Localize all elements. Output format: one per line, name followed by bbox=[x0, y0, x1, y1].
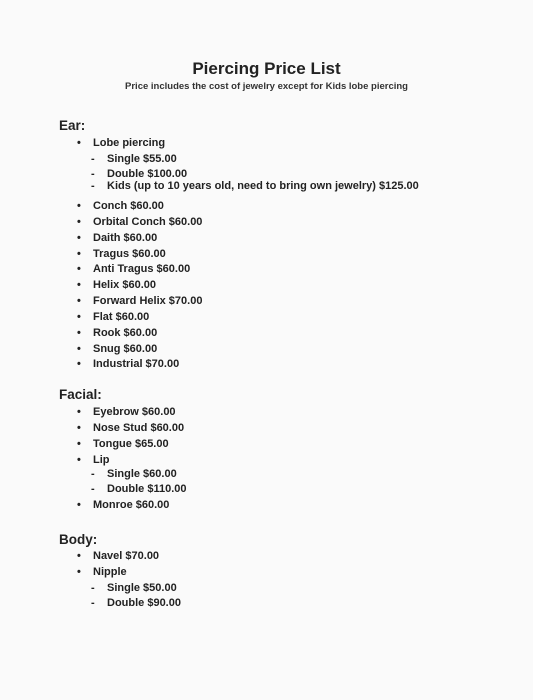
bullet-icon: • bbox=[77, 232, 81, 244]
bullet-icon: • bbox=[77, 327, 81, 339]
list-item: • Monroe $60.00 bbox=[77, 499, 170, 511]
sub-list-item: - Single $60.00 bbox=[91, 468, 177, 480]
bullet-icon: • bbox=[77, 499, 81, 511]
bullet-icon: • bbox=[77, 550, 81, 562]
sub-list-item: - Kids (up to 10 years old, need to bring own jewelry) $125.00 bbox=[91, 180, 419, 192]
list-item: • Rook $60.00 bbox=[77, 327, 158, 339]
list-item: • Lip bbox=[77, 454, 110, 466]
list-item: • Orbital Conch $60.00 bbox=[77, 216, 203, 228]
bullet-icon: • bbox=[77, 422, 81, 434]
page-subtitle: Price includes the cost of jewelry except for Kids lobe piercing bbox=[125, 81, 408, 92]
section-heading-body: Body: bbox=[59, 532, 98, 547]
section-heading-facial: Facial: bbox=[59, 387, 102, 402]
bullet-icon: • bbox=[77, 263, 81, 275]
bullet-icon: • bbox=[77, 358, 81, 370]
bullet-icon: • bbox=[77, 438, 81, 450]
section-heading-ear: Ear: bbox=[59, 118, 86, 133]
dash-icon: - bbox=[91, 597, 95, 609]
page-title: Piercing Price List bbox=[192, 59, 341, 78]
list-item: • Lobe piercing bbox=[77, 137, 166, 149]
list-item: • Conch $60.00 bbox=[77, 200, 164, 212]
dash-icon: - bbox=[91, 582, 95, 594]
dash-icon: - bbox=[91, 153, 95, 165]
bullet-icon: • bbox=[77, 216, 81, 228]
bullet-icon: • bbox=[77, 311, 81, 323]
bullet-icon: • bbox=[77, 566, 81, 578]
list-item: • Flat $60.00 bbox=[77, 311, 150, 323]
list-item: • Helix $60.00 bbox=[77, 279, 156, 291]
dash-icon: - bbox=[91, 468, 95, 480]
list-item: • Eyebrow $60.00 bbox=[77, 406, 176, 418]
bullet-icon: • bbox=[77, 137, 81, 149]
sub-list-item: - Double $110.00 bbox=[91, 483, 187, 495]
bullet-icon: • bbox=[77, 200, 81, 212]
sub-list-item: - Single $50.00 bbox=[91, 582, 177, 594]
sub-list-item: - Single $55.00 bbox=[91, 153, 177, 165]
dash-icon: - bbox=[91, 483, 95, 495]
list-item: • Anti Tragus $60.00 bbox=[77, 263, 191, 275]
bullet-icon: • bbox=[77, 343, 81, 355]
bullet-icon: • bbox=[77, 454, 81, 466]
bullet-icon: • bbox=[77, 406, 81, 418]
sub-list-item: - Double $100.00 bbox=[91, 168, 188, 180]
list-item: • Daith $60.00 bbox=[77, 232, 158, 244]
bullet-icon: • bbox=[77, 295, 81, 307]
bullet-icon: • bbox=[77, 248, 81, 260]
sub-list-item: - Double $90.00 bbox=[91, 597, 181, 609]
list-item: • Industrial $70.00 bbox=[77, 358, 180, 370]
list-item: • Forward Helix $70.00 bbox=[77, 295, 203, 307]
bullet-icon: • bbox=[77, 279, 81, 291]
list-item: • Nose Stud $60.00 bbox=[77, 422, 185, 434]
list-item: • Nipple bbox=[77, 566, 127, 578]
dash-icon: - bbox=[91, 180, 95, 192]
list-item: • Snug $60.00 bbox=[77, 343, 158, 355]
list-item: • Tragus $60.00 bbox=[77, 248, 166, 260]
list-item: • Tongue $65.00 bbox=[77, 438, 169, 450]
list-item: • Navel $70.00 bbox=[77, 550, 160, 562]
dash-icon: - bbox=[91, 168, 95, 180]
